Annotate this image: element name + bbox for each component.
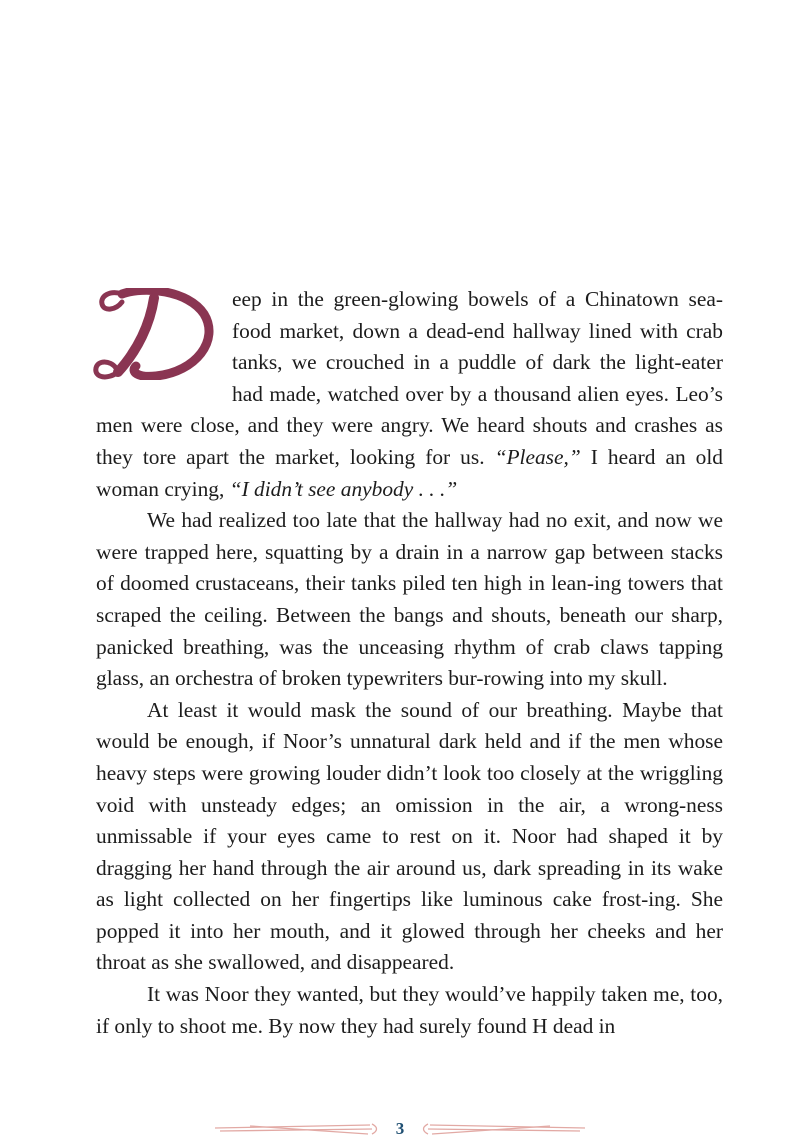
quote-please: “Please,” [494, 444, 581, 469]
opening-text: eep in the green-glowing bowels of a Chinatown sea-food market, down a dead-end hallway lined with crab tanks, we crouched in a puddle of dark the light-eater had made, watched over by a thousand alien eyes. Leo’s men were close, and they were angry. We heard shouts and crashes as they tore apart the market, looking for us. [96, 287, 723, 469]
quote-didnt-see: “I didn’t see anybody . . .” [229, 476, 458, 501]
drop-cap [92, 288, 224, 380]
paragraph: We had realized too late that the hallway had no exit, and now we were trapped here, squatting by a drain in a narrow gap between stacks of doomed crustaceans, their tanks piled ten high in lean-ing towers that scraped the ceiling. Between the bangs and shouts, beneath our sharp, panicked breathing, was the unceasing rhythm of crab claws tapping glass, an orchestra of broken typewriters bur-rowing into my skull. [96, 508, 723, 691]
opening-paragraph [96, 284, 723, 505]
page-number: 3 [395, 1119, 405, 1138]
paragraph: At least it would mask the sound of our breathing. Maybe that would be enough, if Noor’s unnatural dark held and if the men whose heavy steps were growing louder didn’t look too closely at the wriggling void with unsteady edges; an omission in the air, a wrong-ness unmissable if your eyes came to rest on it. Noor had shaped it by dragging her hand through the air around us, dark spreading in its wake as light collected on her fingertips like luminous cake frost-ing. She popped it into her mouth, and it glowed through her cheeks and her throat as she swallowed, and disappeared. [96, 697, 723, 975]
opening-text-continued: I heard an old woman crying, [96, 444, 723, 501]
paragraph: It was Noor they wanted, but they would’ve happily taken me, too, if only to shoot me. By now they had surely found H dead in [96, 982, 723, 1038]
page-footer [0, 1118, 800, 1139]
chapter-text [96, 284, 723, 1042]
